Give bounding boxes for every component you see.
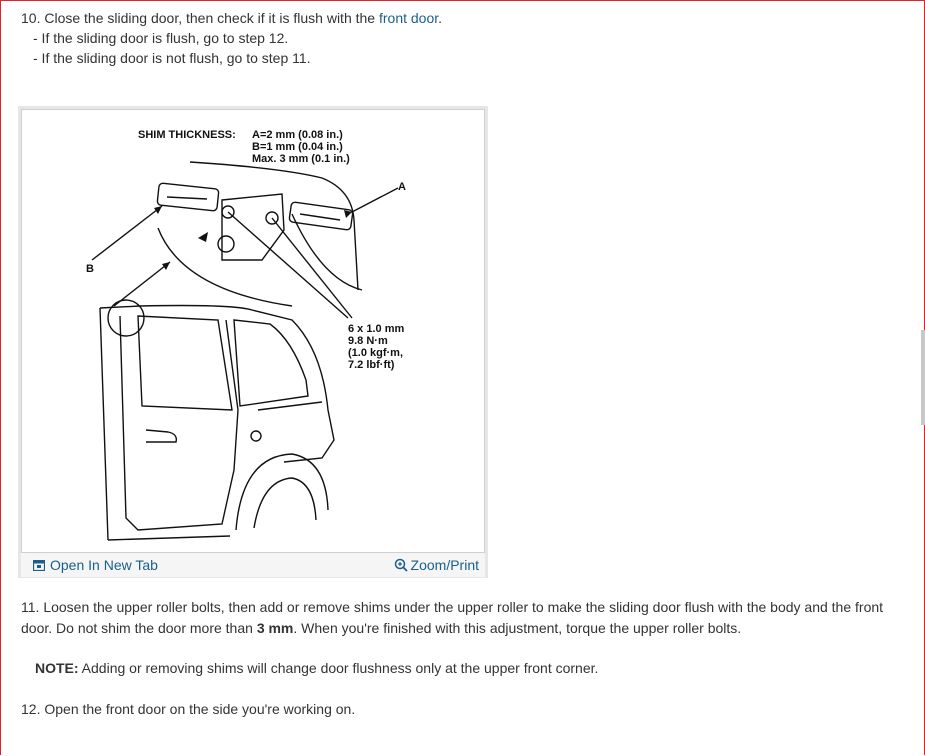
shim-b-text: B=1 mm (0.04 in.): [252, 141, 343, 153]
step-10-text: 10. Close the sliding door, then check if it is flush with the: [21, 10, 379, 26]
front-door-link[interactable]: front door: [378, 10, 439, 26]
open-in-new-tab-label: Open In New Tab: [50, 557, 158, 573]
figure-container: [18, 106, 488, 578]
step-11-bold-limit: 3 mm: [256, 620, 294, 636]
shim-max-text: Max. 3 mm (0.1 in.): [252, 153, 350, 165]
step-11-text-1: 11. Loosen the upper roller bolts, then add or remove shims under the upper roller to make the sliding door flush with the body and the front door. Do not shim the door more than: [21, 599, 884, 636]
figure-toolbar: [21, 553, 485, 577]
zoom-print-label: Zoom/Print: [410, 557, 479, 573]
step-12: 12. Open the front door on the side you're working on.: [21, 701, 356, 717]
zoom-print-link[interactable]: [394, 557, 479, 573]
torque-spec-4: 7.2 lbf·ft): [348, 359, 395, 371]
magnifier-plus-icon: [394, 558, 408, 572]
label-b: B: [86, 263, 94, 275]
scrollbar-thumb[interactable]: [921, 330, 925, 425]
shim-title: SHIM THICKNESS:: [138, 129, 236, 141]
label-a: A: [398, 181, 406, 193]
step-10-period: .: [438, 10, 443, 26]
step-11: [21, 597, 911, 639]
new-tab-icon: [33, 560, 45, 571]
step-10-bullet-flush: - If the sliding door is flush, go to step 12.: [33, 30, 289, 46]
note: [35, 658, 598, 678]
step-11-text-2: . When you're finished with this adjustment, torque the upper roller bolts.: [293, 620, 742, 636]
open-in-new-tab-link[interactable]: [33, 557, 158, 573]
torque-spec-3: (1.0 kgf·m,: [348, 347, 404, 359]
sliding-door-diagram: [22, 110, 484, 552]
note-label: NOTE:: [35, 660, 79, 676]
torque-spec-1: 6 x 1.0 mm: [348, 323, 405, 335]
torque-spec-2: 9.8 N·m: [348, 335, 388, 347]
step-10: [21, 8, 442, 28]
shim-a-text: A=2 mm (0.08 in.): [252, 129, 343, 141]
figure-image[interactable]: [21, 109, 485, 553]
note-text: Adding or removing shims will change door flushness only at the upper front corner.: [78, 660, 599, 676]
step-10-bullet-not-flush: - If the sliding door is not flush, go to step 11.: [33, 50, 311, 66]
